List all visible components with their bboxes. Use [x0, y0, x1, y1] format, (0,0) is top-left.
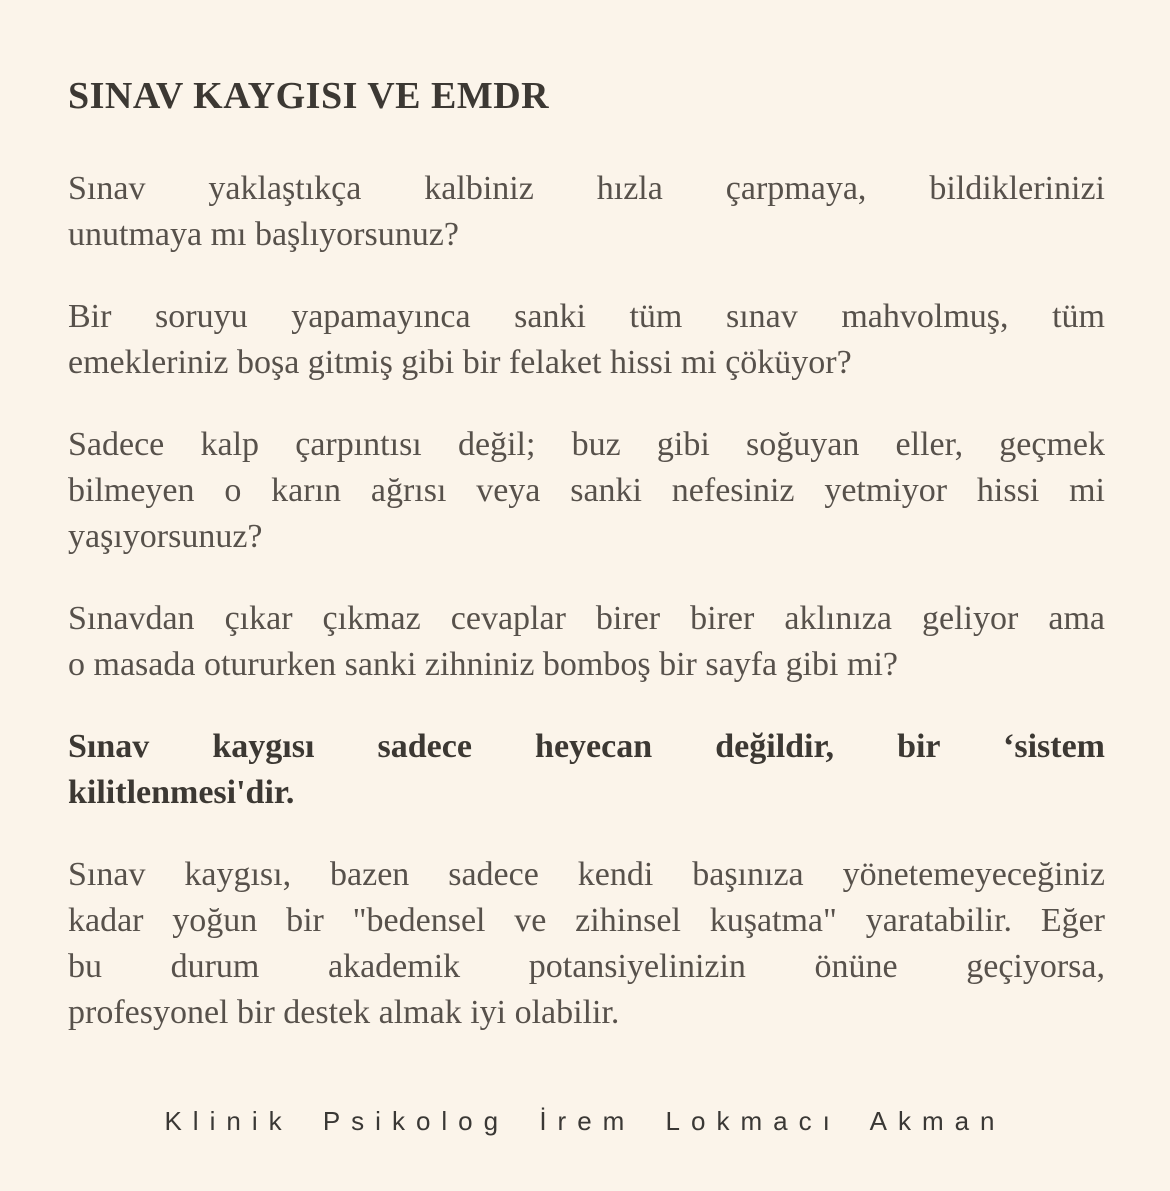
text-line: Sınav kaygısı sadece heyecan değildir, bir ‘sistem	[68, 728, 1105, 765]
text-line: unutmaya mı başlıyorsunuz?	[68, 216, 459, 253]
text-line: Sadece kalp çarpıntısı değil; buz gibi soğuyan eller, geçmek	[68, 426, 1105, 463]
text-line: emekleriniz boşa gitmiş gibi bir felaket hissi mi çöküyor?	[68, 344, 852, 381]
text-line: kadar yoğun bir "bedensel ve zihinsel kuşatma" yaratabilir. Eğer	[68, 902, 1105, 939]
paragraph-4	[68, 596, 1105, 688]
author-credit: Klinik Psikolog İrem Lokmacı Akman	[164, 1106, 1006, 1136]
paragraph-2	[68, 294, 1105, 386]
text-line: yaşıyorsunuz?	[68, 518, 263, 555]
text-line: bu durum akademik potansiyelinizin önüne geçiyorsa,	[68, 948, 1105, 985]
text-line: Sınav yaklaştıkça kalbiniz hızla çarpmaya, bildiklerinizi	[68, 170, 1105, 207]
page-title: SINAV KAYGISI VE EMDR	[68, 75, 550, 117]
text-line: Sınav kaygısı, bazen sadece kendi başınıza yönetemeyeceğiniz	[68, 856, 1105, 893]
text-line: profesyonel bir destek almak iyi olabilir.	[68, 994, 620, 1031]
text-line: kilitlenmesi'dir.	[68, 774, 295, 811]
paragraph-1	[68, 166, 1105, 258]
text-line: Bir soruyu yapamayınca sanki tüm sınav mahvolmuş, tüm	[68, 298, 1105, 335]
paragraph-5-emphasis	[68, 724, 1105, 816]
text-line: bilmeyen o karın ağrısı veya sanki nefesiniz yetmiyor hissi mi	[68, 472, 1105, 509]
paragraph-6	[68, 852, 1105, 1036]
text-line: o masada otururken sanki zihniniz bomboş bir sayfa gibi mi?	[68, 646, 898, 683]
text-line: Sınavdan çıkar çıkmaz cevaplar birer birer aklınıza geliyor ama	[68, 600, 1105, 637]
paragraph-3	[68, 422, 1105, 560]
